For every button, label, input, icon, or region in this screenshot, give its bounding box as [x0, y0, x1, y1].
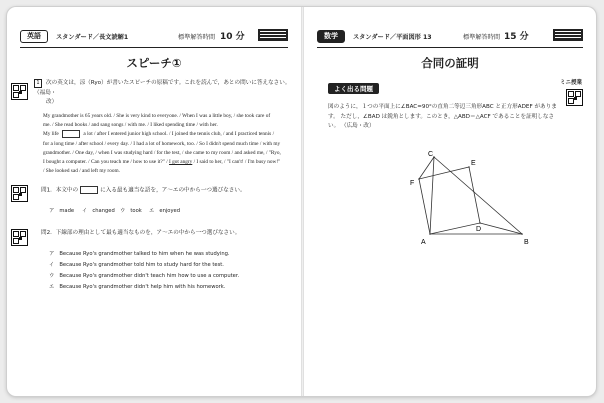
instruction-line-1: 次の英文は，涼（Ryo）が書いたスピーチの原稿です。これを読んで，あとの問いに答えなさい。（福島・: [34, 80, 291, 96]
triangle-abc: [430, 157, 522, 234]
instruction-line-2: 改）: [46, 99, 58, 105]
passage-line: My grandmother is 65 years old. / She is very kind to everyone. / When I was a little boy, / she took care of: [43, 113, 271, 119]
qr-code-icon[interactable]: [566, 89, 583, 106]
section-label: よく出る問題: [328, 83, 379, 94]
underlined-phrase: I got angry: [169, 158, 193, 165]
passage: [43, 112, 281, 176]
q1-choice[interactable]: ア made: [49, 208, 75, 214]
point-label-c: C: [428, 151, 434, 158]
passage-line: / She looked sad / and left my room.: [43, 167, 120, 174]
q2-choice[interactable]: エ Because Ryo's grandmother didn't help him with his homework.: [49, 284, 226, 290]
q2-choice[interactable]: ア Because Ryo's grandmother talked to him when he was studying.: [49, 251, 230, 257]
subject-tag-math: 数学: [317, 30, 345, 43]
page-title: 合同の証明: [421, 56, 479, 70]
time-value: 10 分: [220, 32, 245, 42]
square-adef: [419, 167, 480, 234]
q1-choice[interactable]: イ changed: [82, 208, 115, 214]
series-label: スタンダード／平面図形 13: [353, 34, 432, 41]
q2-choice[interactable]: イ Because Ryo's grandmother told him to study hard for the test.: [49, 262, 224, 268]
q1-choice[interactable]: ウ took: [120, 208, 142, 214]
q2-choice[interactable]: ウ Because Ryo's grandmother didn't teach him how to use a computer.: [49, 273, 240, 279]
left-page: [7, 7, 301, 396]
left-header: [20, 30, 288, 48]
qr-code-icon[interactable]: [11, 229, 28, 246]
time-label: 標準解答時間: [463, 34, 501, 41]
passage-line: me. / She read books / and sang songs / with me. / I liked spending time / with her.: [43, 122, 218, 129]
open-book: [7, 7, 596, 396]
question-number: 1: [34, 79, 42, 88]
geometry-figure: [404, 147, 534, 247]
time-value: 15 分: [504, 32, 529, 42]
publisher-logo: [258, 29, 288, 41]
publisher-logo: [553, 29, 583, 41]
subject-tag-english: 英語: [20, 30, 48, 43]
qr-code-icon[interactable]: [11, 185, 28, 202]
page-title: スピーチ①: [126, 56, 182, 70]
problem-line-1: 図のように，１つの平面上に∠BAC=90°の直角二等辺三角形ABC と正方形ADEF があります。: [328, 104, 557, 120]
point-label-d: D: [476, 226, 482, 233]
right-page: [304, 7, 596, 396]
problem-line-2: ただし，∠BAD は鋭角とします。このとき，△ABD＝△ACF であることを証明しなさい。: [328, 113, 555, 129]
passage-line: I bought a computer. / Can you teach me / how to use it?" / I got angry / I said to her, / "I can't! / I'm busy now!": [43, 158, 281, 165]
passage-line: for a long time / after school / every day. / I had a lot of homework, too. / So I didn't spend much time / with my: [43, 140, 281, 147]
mini-lesson-label: ミニ授業: [560, 80, 583, 86]
problem-text: [328, 103, 558, 132]
q1-prompt: 問1．本文中の に入る最も適当な語を，ア〜エの中から一つ選びなさい。: [41, 187, 246, 194]
point-label-f: F: [410, 180, 415, 187]
point-label-e: E: [471, 160, 476, 167]
problem-line-3: （広島・改）: [340, 123, 375, 129]
time-label: 標準解答時間: [178, 34, 216, 41]
answer-blank: [62, 130, 80, 138]
passage-line: grandmother. / One day, / when I was studying hard / for the test, / she came to my room / and asked me, / "Ryo,: [43, 149, 281, 156]
point-label-a: A: [421, 239, 426, 246]
qr-code-icon[interactable]: [11, 83, 28, 100]
passage-line: My life a lot / after I entered junior high school. / I joined the tennis club, / and I practiced tennis /: [43, 131, 275, 138]
answer-blank: [80, 186, 98, 194]
instruction: [34, 79, 292, 108]
right-header: [317, 30, 583, 48]
series-label: スタンダード／長文読解1: [56, 34, 129, 41]
q2-prompt: 問2．下線部の理由として最も適当なものを，ア〜エの中から一つ選びなさい。: [41, 230, 241, 236]
q1-choice[interactable]: エ enjoyed: [149, 208, 181, 214]
point-label-b: B: [524, 239, 529, 246]
